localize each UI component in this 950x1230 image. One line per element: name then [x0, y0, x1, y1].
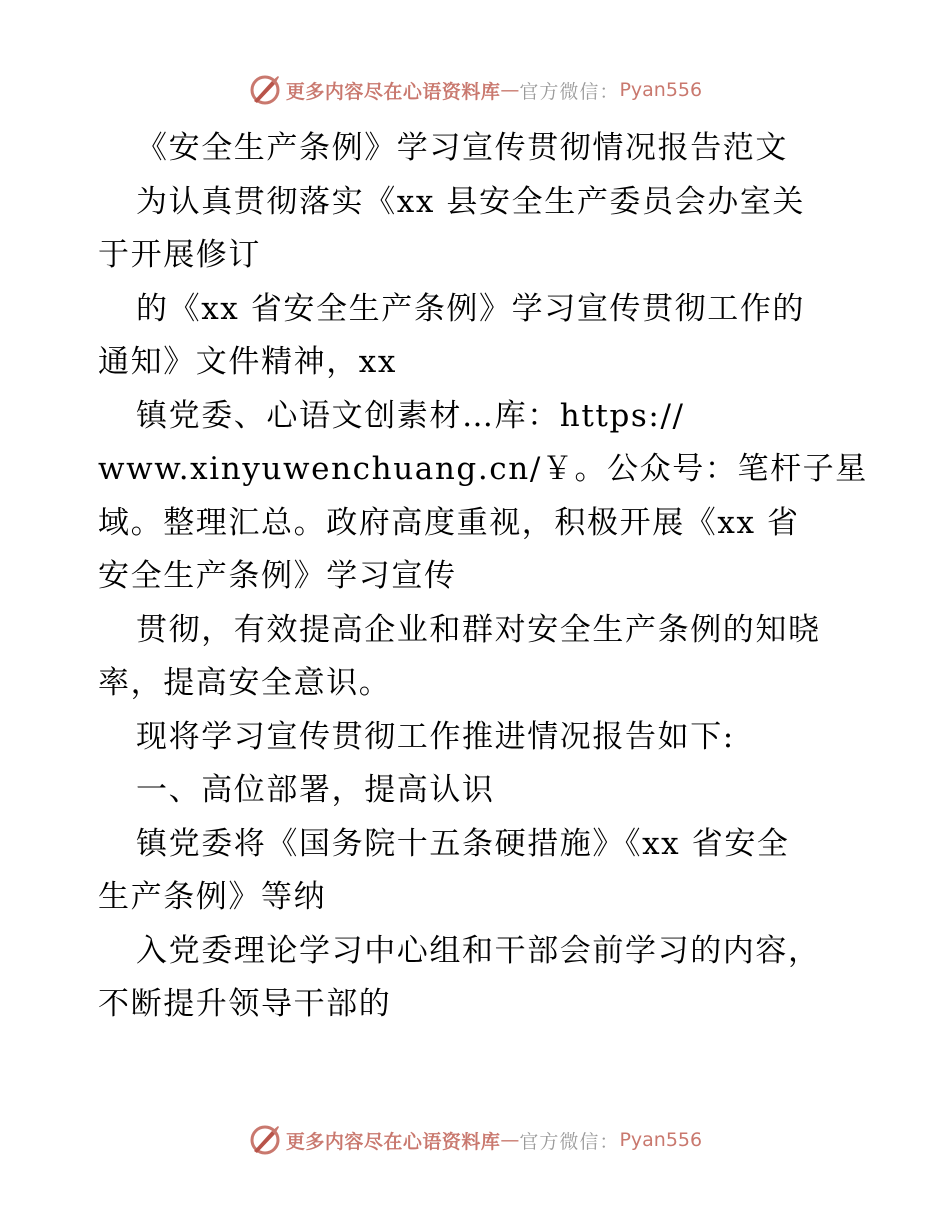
header-watermark: [0, 72, 950, 108]
watermark-wechat-id: Pyan556: [619, 79, 703, 101]
text-line: 率，提高安全意识。: [98, 665, 392, 701]
footer-watermark: [0, 1122, 950, 1158]
text-line: 安全生产条例》学习宣传: [98, 558, 457, 594]
text-line: www.xinyuwenchuang.cn/￥。公众号：笔杆子星: [98, 451, 868, 487]
text-line: 贯彻，有效提高企业和群对安全生产条例的知晓: [136, 611, 821, 648]
document-title: 《安全生产条例》学习宣传贯彻情况报告范文: [136, 130, 788, 166]
quill-pen-circle-icon: [248, 73, 282, 107]
watermark-official-label: 官方微信：: [519, 1130, 620, 1153]
watermark-site-text: 更多内容尽在心语资料库: [285, 1130, 501, 1153]
text-line: 现将学习宣传贯彻工作推进情况报告如下:: [136, 718, 735, 755]
watermark-official-label: 官方微信：: [519, 80, 620, 103]
text-line: 镇党委、心语文创素材…库：https://: [136, 397, 685, 434]
text-line: 于开展修订: [98, 237, 261, 273]
watermark-dash: —: [500, 79, 520, 101]
section-heading: 一、高位部署，提高认识: [136, 772, 495, 808]
watermark-wechat-id: Pyan556: [619, 1129, 703, 1151]
watermark-site-text: 更多内容尽在心语资料库: [285, 80, 501, 103]
text-line: 入党委理论学习中心组和干部会前学习的内容，: [136, 932, 821, 969]
quill-pen-circle-icon: [248, 1123, 282, 1157]
text-line: 生产条例》等纳: [98, 879, 327, 915]
text-line: 的《xx 省安全生产条例》学习宣传贯彻工作的: [136, 290, 806, 327]
document-body: [98, 122, 868, 1032]
text-line: 域。整理汇总。政府高度重视，积极开展《xx 省: [98, 504, 800, 541]
text-line: 不断提升领导干部的: [98, 986, 392, 1022]
watermark-dash: —: [500, 1129, 520, 1151]
text-line: 通知》文件精神，xx: [98, 344, 397, 380]
text-line: 为认真贯彻落实《xx 县安全生产委员会办室关: [136, 183, 806, 220]
text-line: 镇党委将《国务院十五条硬措施》《xx 省安全: [136, 825, 790, 862]
